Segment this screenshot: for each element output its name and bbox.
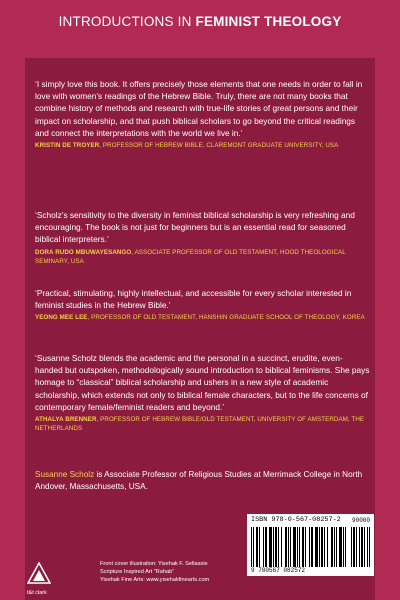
barcode-bar [356,527,357,567]
series-title [0,14,400,29]
ean-barcode [251,527,346,567]
endorser-role: , PROFESSOR OF HEBREW BIBLE/OLD TESTAMENT, UNIVERSITY OF AMSTERDAM, THE NETHERLANDS [35,416,365,433]
barcode-bar [321,527,323,567]
barcode-bar [256,527,258,567]
endorser-role: , ASSOCIATE PROFESSOR OF OLD TESTAMENT, HOOD THEOLOGICAL SEMINARY, USA [35,248,346,266]
barcode-bar [309,527,310,567]
endorsement-attribution [35,248,370,267]
barcode-bar [334,527,335,567]
barcode-bar [263,527,264,567]
publisher-name: t&t clark [27,590,47,596]
endorser-name: YEONG MEE LEE [35,314,88,322]
author-bio [35,469,370,494]
credit-line: Yisehak Fine Arts: www.yisehakfinearts.com [100,577,210,583]
barcode-bar [369,527,370,567]
endorsement-attribution [35,313,370,322]
series-title-prefix: INTRODUCTIONS IN [58,14,196,29]
endorsement-3 [35,287,370,323]
endorser-name: ATHALYA BRENNER [35,416,97,424]
barcode-bar [305,527,306,567]
credit-line: Front cover illustration: Yisehak F. Sellassie [100,561,208,567]
endorsement-text: ‘I simply love this book. It offers precisely those elements that one needs in order to fall in love with women’s readings of the Hebrew Bible. Truly, there are not many books that combine history of methods and research with true-life stories of great persons and their impact on scholarship, and that push biblical scholars to go beyond the critical readings and connect the interpretations with the world we live in.’ [35,79,363,138]
isbn-label: ISBN 978-0-567-08257-2 [251,516,341,524]
barcode-bar [293,527,296,567]
barcode-bar [281,527,282,567]
barcode-bar [273,527,274,567]
endorsement-attribution [35,141,370,150]
barcode-bar [336,527,337,567]
endorsement-4 [35,352,370,434]
barcode-bar [327,527,328,567]
barcode-bar [297,527,298,567]
barcode-bar [359,527,360,567]
author-bio-text: is Associate Professor of Religious Studies at Merrimack College in North Andover, Massachusetts, USA. [35,470,363,492]
addon-barcode [351,527,370,567]
endorsement-attribution [35,415,370,434]
barcode-bar [324,527,325,567]
barcode-bar [299,527,300,567]
barcode-bar [302,527,304,567]
barcode-bar [367,527,368,567]
barcode-bar [275,527,277,567]
barcode-bar [353,527,355,567]
barcode-bar [331,527,333,567]
barcode-bar [288,527,289,567]
endorser-name: KRISTIN DE TROYER [35,142,100,150]
endorsement-text: ‘Susanne Scholz blends the academic and the personal in a succinct, erudite, even-handed but outspoken, methodologically sound introduction to biblical feminisms. She pays homage to “classical” biblical scholarship and ushers in a new style of academic scholarship, which extends not only to biblical female characters, but to the life concerns of contemporary female/feminist readers and beyond.’ [35,353,370,412]
barcode-bar [339,527,342,567]
endorsement-text: ‘Practical, stimulating, highly intellectual, and accessible for every scholar interested in feminist studies in the Hebrew Bible.’ [35,288,352,311]
endorsement-1 [35,78,370,150]
barcode-bar [285,527,287,567]
credit-line: Scripture Inspired Art "Rahab" [100,569,175,575]
endorser-role: , PROFESSOR OF HEBREW BIBLE, CLAREMONT GRADUATE UNIVERSITY, USA [99,142,339,150]
barcode-number: 9 780567 082572 [251,567,306,574]
barcode-bar [265,527,267,567]
barcode-bar [364,527,365,567]
author-name: Susanne Scholz [35,470,95,479]
tt-clark-logo-icon [27,562,51,592]
endorsement-2 [35,209,370,266]
endorser-name: DORA RUDO MBUWAYESANGO [35,248,132,256]
barcode-bar [259,527,260,567]
barcode-addon-number: 90000 [352,517,371,524]
barcode-bar [269,527,272,567]
series-title-bold: FEMINIST THEOLOGY [195,14,342,29]
barcode-bar [253,527,254,567]
barcode-bar [278,527,279,567]
barcode-bar [351,527,352,567]
endorsement-text: ‘Scholz’s sensitivity to the diversity in feminist biblical scholarship is very refreshing and encouraging. The book is not just for beginners but is an essential read for seasoned biblical interpreters.’ [35,210,355,245]
cover-credits [100,560,209,584]
barcode-bar [290,527,291,567]
barcode-bar [319,527,320,567]
barcode-bar [345,527,346,567]
barcode-bar [343,527,344,567]
endorser-role: , PROFESSOR OF OLD TESTAMENT, HANSHIN GRADUATE SCHOOL OF THEOLOGY, KOREA [87,314,365,322]
barcode-bar [251,527,252,567]
barcode-bar [315,527,318,567]
barcode-panel [247,514,374,576]
barcode-bar [311,527,313,567]
barcode-bar [361,527,363,567]
